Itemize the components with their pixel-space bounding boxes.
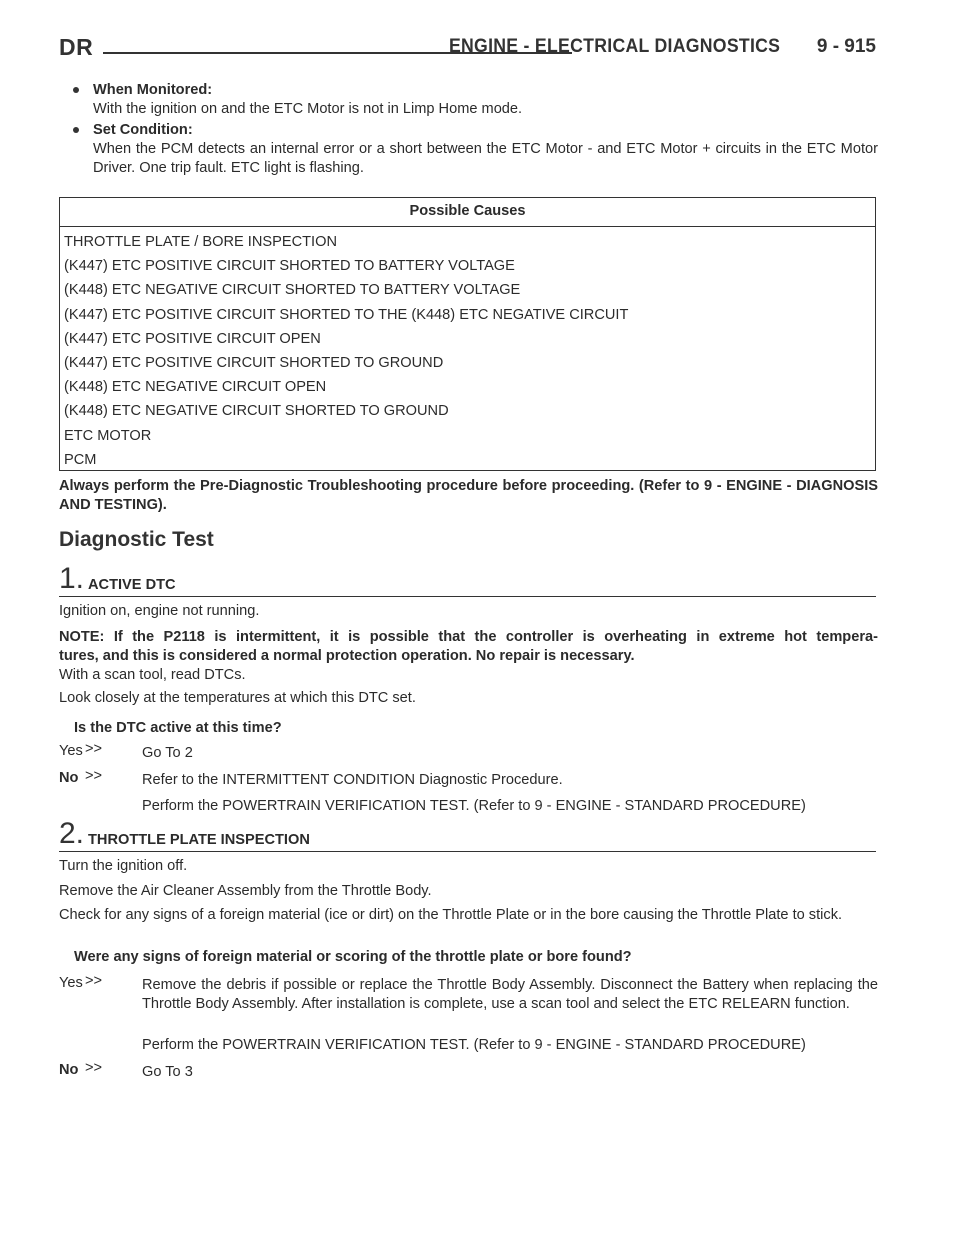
- arrow-icon: >>: [85, 741, 103, 757]
- step-1-header: [59, 562, 876, 597]
- diagnostic-test-heading: Diagnostic Test: [59, 528, 214, 551]
- no-label: No: [59, 770, 79, 786]
- step-2-line-1: Turn the ignition off.: [59, 858, 188, 874]
- bullet-icon: [73, 87, 79, 93]
- yes-label: Yes: [59, 743, 83, 759]
- cause-item: (K447) ETC POSITIVE CIRCUIT SHORTED TO BATTERY VOLTAGE: [64, 258, 515, 275]
- cause-item: PCM: [64, 451, 97, 468]
- cause-item: THROTTLE PLATE / BORE INSPECTION: [64, 234, 337, 250]
- step-2-question: Were any signs of foreign material or scoring of the throttle plate or bore found?: [74, 949, 632, 965]
- step-2-yes-text-1: Remove the debris if possible or replace the Throttle Body Assembly. Disconnect the Battery when replacing the Throttle Body Assembly. After installation is complete, use a scan tool and select the ETC RELEARN function.: [142, 977, 878, 1012]
- bullet-icon: [73, 127, 79, 133]
- step-number: 2.: [59, 817, 85, 850]
- step-1-line-3: Look closely at the temperatures at which this DTC set.: [59, 690, 416, 706]
- set-condition-text: When the PCM detects an internal error or a short between the ETC Motor - and ETC Motor + circuits in the ETC Motor Driver. One trip fault. ETC light is flashing.: [93, 141, 878, 176]
- model-code: DR: [59, 34, 94, 60]
- cause-item: (K448) ETC NEGATIVE CIRCUIT SHORTED TO BATTERY VOLTAGE: [64, 282, 521, 299]
- step-number: 1.: [59, 562, 85, 595]
- step-1-no-text-1: Refer to the INTERMITTENT CONDITION Diagnostic Procedure.: [142, 772, 563, 788]
- step-2-header: [59, 817, 876, 852]
- page-header: [59, 30, 876, 64]
- cause-item: (K447) ETC POSITIVE CIRCUIT SHORTED TO THE (K448) ETC NEGATIVE CIRCUIT: [64, 306, 629, 323]
- cause-item: (K447) ETC POSITIVE CIRCUIT SHORTED TO GROUND: [64, 355, 444, 372]
- step-1-yes-text: Go To 2: [142, 745, 193, 761]
- possible-causes-header: Possible Causes: [60, 198, 875, 227]
- step-1-question: Is the DTC active at this time?: [74, 720, 282, 736]
- section-title: ENGINE - ELECTRICAL DIAGNOSTICS: [448, 36, 780, 57]
- step-1-no-text-2: Perform the POWERTRAIN VERIFICATION TEST. (Refer to 9 - ENGINE - STANDARD PROCEDURE): [142, 798, 806, 814]
- note-line: tures, and this is considered a normal protection operation. No repair is necessary.: [59, 648, 635, 664]
- step-2-line-2: Remove the Air Cleaner Assembly from the Throttle Body.: [59, 883, 432, 899]
- pre-diagnostic-note: Always perform the Pre-Diagnostic Troubleshooting procedure before proceeding. (Refer to 9 - ENGINE - DIAGNOSIS AND TESTING).: [59, 478, 878, 513]
- possible-causes-list: [60, 227, 875, 472]
- step-2-yes-text-2: Perform the POWERTRAIN VERIFICATION TEST. (Refer to 9 - ENGINE - STANDARD PROCEDURE): [142, 1037, 806, 1053]
- step-2-no-text: Go To 3: [142, 1064, 193, 1080]
- cause-item: ETC MOTOR: [64, 427, 152, 444]
- cause-item: (K448) ETC NEGATIVE CIRCUIT SHORTED TO GROUND: [64, 403, 449, 420]
- yes-label: Yes: [59, 975, 83, 991]
- arrow-icon: >>: [85, 768, 103, 784]
- step-title: THROTTLE PLATE INSPECTION: [88, 832, 310, 848]
- set-condition: [73, 121, 878, 178]
- when-monitored-text: With the ignition on and the ETC Motor is not in Limp Home mode.: [93, 101, 523, 117]
- arrow-icon: >>: [85, 973, 103, 989]
- cause-item: (K448) ETC NEGATIVE CIRCUIT OPEN: [64, 379, 327, 396]
- step-1-line-1: Ignition on, engine not running.: [59, 603, 260, 619]
- note-line: NOTE: If the P2118 is intermittent, it is possible that the controller is overheating in extreme hot tempera-: [59, 629, 878, 645]
- when-monitored: [73, 81, 878, 119]
- set-condition-label: Set Condition:: [93, 122, 193, 138]
- step-2-line-3: Check for any signs of a foreign material (ice or dirt) on the Throttle Plate or in the bore causing the Throttle Plate to stick.: [59, 907, 843, 923]
- arrow-icon: >>: [85, 1060, 103, 1076]
- possible-causes-table: [59, 197, 876, 471]
- no-label: No: [59, 1062, 79, 1078]
- step-1-note: [59, 628, 878, 666]
- when-monitored-label: When Monitored:: [93, 82, 213, 98]
- cause-item: (K447) ETC POSITIVE CIRCUIT OPEN: [64, 330, 321, 347]
- step-1-line-2: With a scan tool, read DTCs.: [59, 667, 246, 683]
- step-title: ACTIVE DTC: [88, 577, 176, 593]
- page-number: 9 - 915: [816, 36, 876, 57]
